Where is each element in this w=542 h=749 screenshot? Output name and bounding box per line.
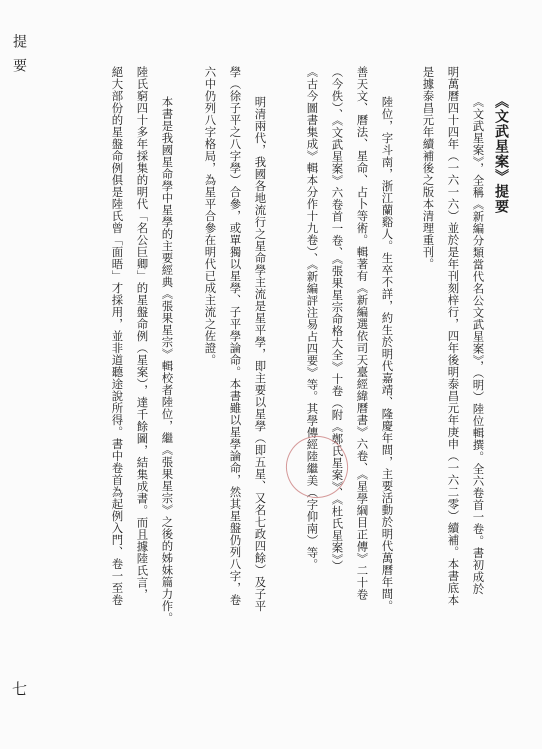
text-column: 《古今圖書集成》輯本分作十九卷）、《新編評注易占四要》等。其學傳經陸繼美（字仰南）等。 — [305, 66, 320, 571]
red-ink-mark — [278, 428, 356, 506]
text-column: 明清兩代，我國各地流行之星命學主流是星平學，即主要以星學（即五星、又名七政四餘）及子平 — [253, 96, 268, 612]
text-column: 本書是我國星命學中星學的主要經典《張果星宗》輯校者陸位，繼《張果星宗》之後的姊妹篇力作。 — [160, 96, 175, 624]
text-column: 陸氏窮四十多年採集的明代「名公巨卿」的星盤命例（星案），達千餘圖，結集成書。而且據陸氏言， — [135, 66, 150, 601]
text-column: 陸位，字斗南，浙江蘭谿人。生卒不詳，約生於明代嘉靖、隆慶年間，主要活動於明代萬曆年間。 — [380, 96, 395, 612]
text-column: 六中仍列八字格局，為星平合參在明代已成主流之佐證。 — [203, 66, 218, 366]
text-column: 《文武星案》，全稱《新編分類當代名公文武星案》，（明）陸位輯撰。全六卷首一卷。書初成於 — [471, 96, 486, 595]
heading: 《文武星案》提要 — [493, 94, 509, 214]
text-column: 是據泰昌元年續補後之版本清理重刊。 — [421, 66, 436, 270]
text-column: 絕大部份的星盤命例俱是陸氏曾「面晤」才採用，並非道聽途說所得。書中卷首為起例入門、卷一至卷 — [110, 66, 125, 606]
text-column: 明萬曆四十四年（一六一六）並於是年刊刻梓行，四年後明泰昌元年庚申（一六二零）續補。本書底本 — [446, 66, 461, 606]
side-title: 提要 — [11, 34, 27, 82]
text-column: 善天文、曆法、星命、占卜等術。輯著有《新編選依司天臺經緯曆書》六卷、《星學綱目正傳》二十卷 — [355, 66, 370, 601]
text-column: 學（徐子平之八字學）合參，或單獨以星學、子平學論命。本書雖以星學論命，然其星盤仍列八字，卷 — [228, 66, 243, 606]
text-column: （今佚）、《文武星案》六卷首一卷、《張果星宗命格大全》十卷（附《鄭氏星案》、《杜氏星案》） — [330, 66, 345, 572]
page-number: 七 — [12, 680, 28, 698]
